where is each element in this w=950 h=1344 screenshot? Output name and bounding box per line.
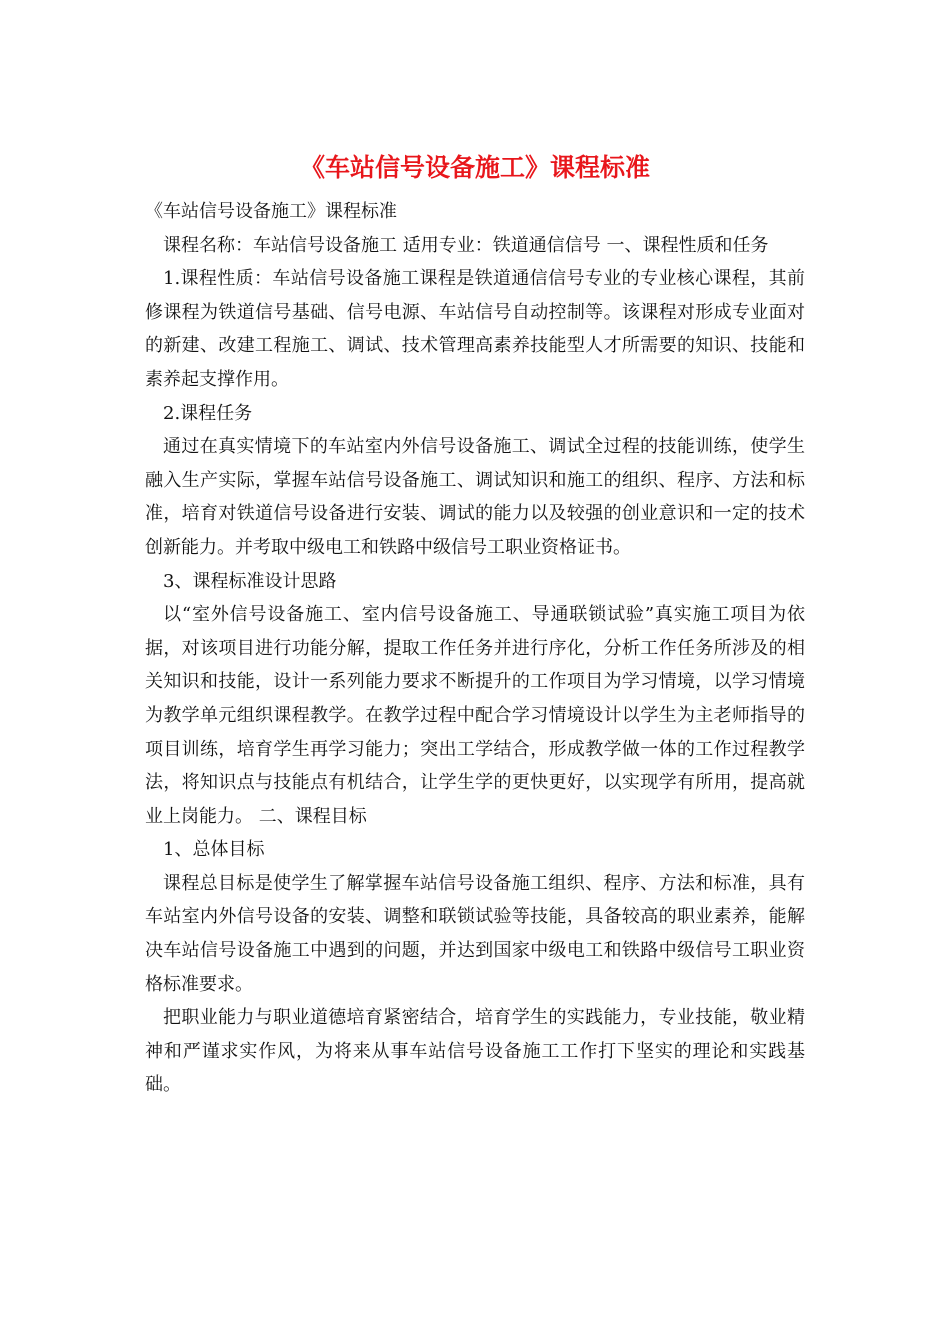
paragraph: 通过在真实情境下的车站室内外信号设备施工、调试全过程的技能训练，使学生融入生产实际，掌握车站信号设备施工、调试知识和施工的组织、程序、方法和标准，培育对铁道信号设备进行安装、调试的能力以及较强的创业意识和一定的技术创新能力。并考取中级电工和铁路中级信号工职业资格证书。	[145, 436, 805, 558]
paragraph: 把职业能力与职业道德培育紧密结合，培育学生的实践能力，专业技能，敬业精神和严谨求实作风，为将来从事车站信号设备施工工作打下坚实的理论和实践基础。	[145, 1007, 805, 1096]
paragraph: 3、课程标准设计思路	[163, 570, 337, 592]
paragraph: 课程总目标是使学生了解掌握车站信号设备施工组织、程序、方法和标准，具有车站室内外信号设备的安装、调整和联锁试验等技能，具备较高的职业素养，能解决车站信号设备施工中遇到的问题，并达到国家中级电工和铁路中级信号工职业资格标准要求。	[145, 872, 805, 995]
document-body	[145, 195, 805, 1102]
paragraph: 2.课程任务	[163, 402, 253, 424]
paragraph: 1、总体目标	[163, 839, 265, 861]
paragraph: 1.课程性质：车站信号设备施工课程是铁道通信信号专业的专业核心课程，其前修课程为铁道信号基础、信号电源、车站信号自动控制等。该课程对形成专业面对的新建、改建工程施工、调试、技术管理高素养技能型人才所需要的知识、技能和素养起支撑作用。	[145, 268, 805, 390]
document-title: 《车站信号设备施工》课程标准	[299, 153, 650, 182]
paragraph: 课程名称：车站信号设备施工 适用专业：铁道通信信号 一、课程性质和任务	[163, 234, 769, 256]
paragraph-heading: 《车站信号设备施工》课程标准	[145, 201, 397, 222]
paragraph: 以“室外信号设备施工、室内信号设备施工、导通联锁试验”真实施工项目为依据，对该项目进行功能分解，提取工作任务并进行序化，分析工作任务所涉及的相关知识和技能，设计一系列能力要求不断提升的工作项目为学习情境，以学习情境为教学单元组织课程教学。在教学过程中配合学习情境设计以学生为主老师指导的项目训练，培育学生再学习能力；突出工学结合，形成教学做一体的工作过程教学法，将知识点与技能点有机结合，让学生学的更快更好，以实现学有所用，提高就业上岗能力。 二、课程目标	[145, 604, 805, 827]
